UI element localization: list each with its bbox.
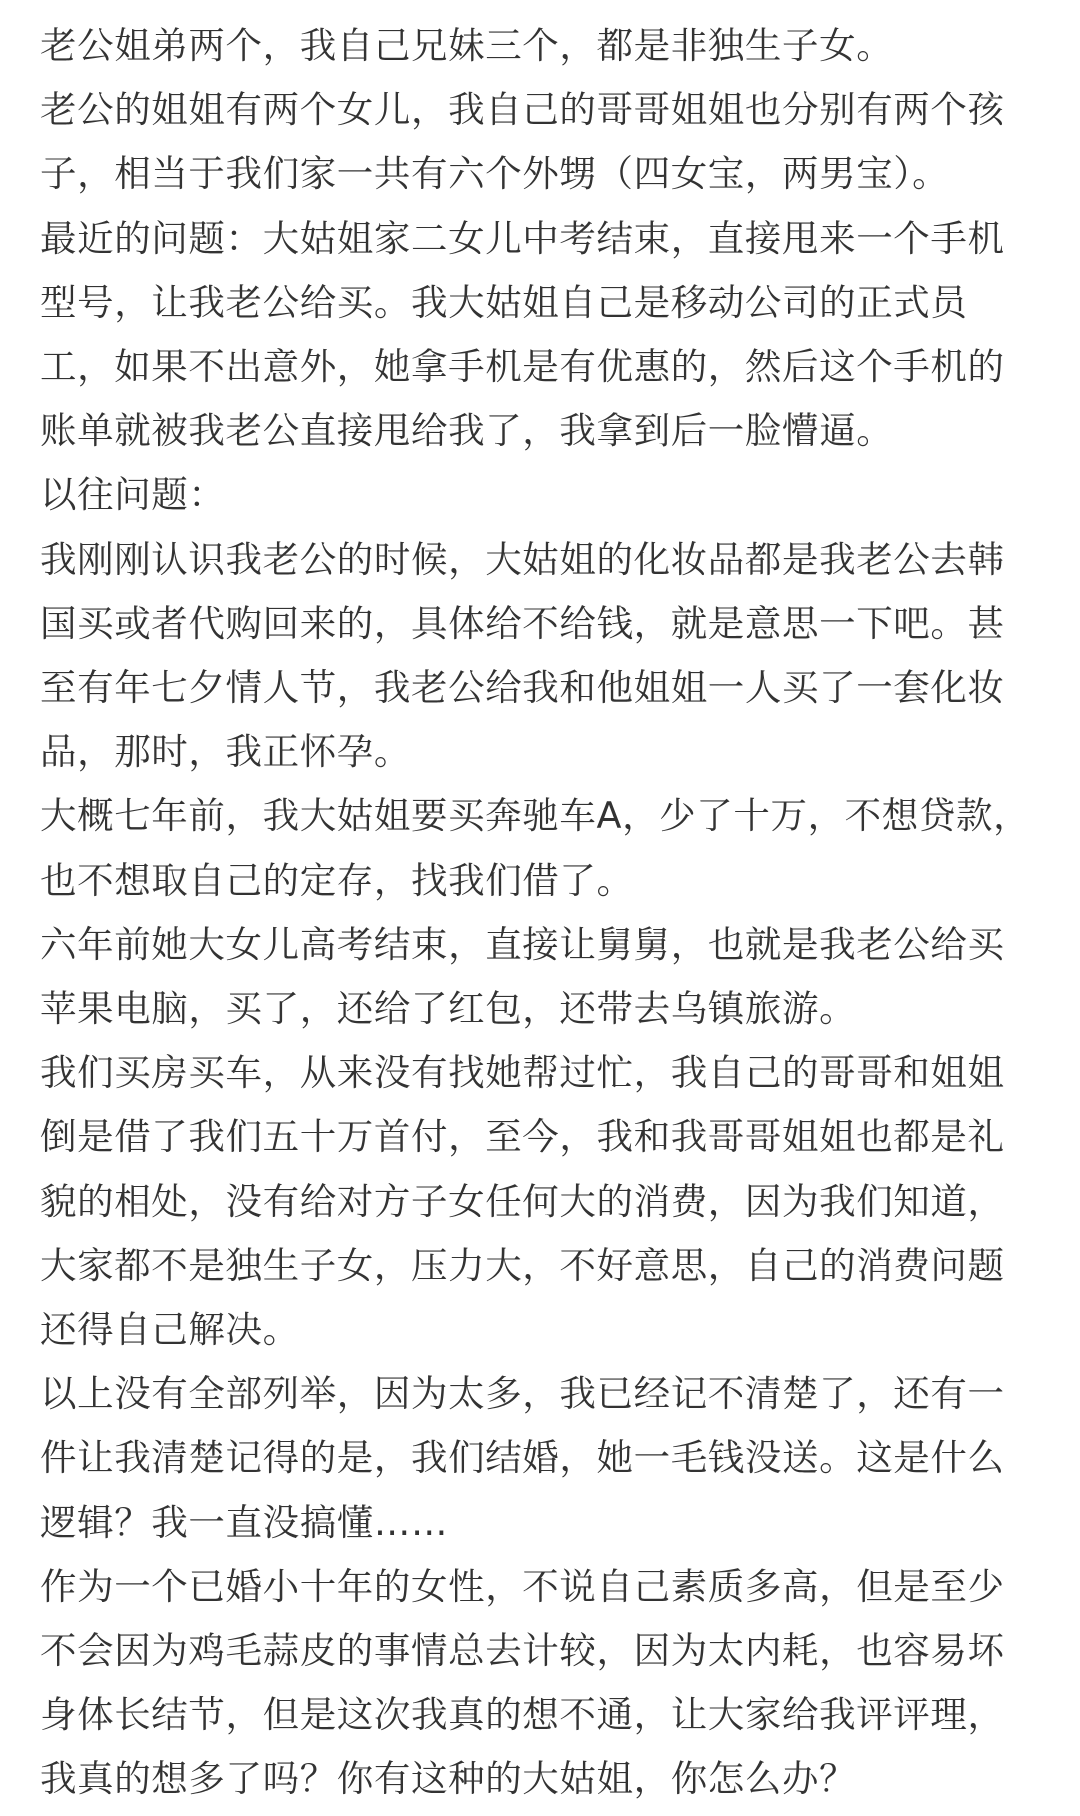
- paragraph-3: 最近的问题：大姑姐家二女儿中考结束，直接甩来一个手机型号，让我老公给买。我大姑姐自己是移动公司的正式员工，如果不出意外，她拿手机是有优惠的，然后这个手机的账单就被我老公直接甩给我了，我拿到后一脸懵逼。: [40, 216, 1005, 453]
- paragraph-10: 作为一个已婚小十年的女性，不说自己素质多高，但是至少不会因为鸡毛蒜皮的事情总去计较，因为太内耗，也容易坏身体长结节，但是这次我真的想不通，让大家给我评评理，我真的想多了吗？你有这种的大姑姐，你怎么办？: [40, 1564, 1005, 1801]
- paragraph-2: 老公的姐姐有两个女儿，我自己的哥哥姐姐也分别有两个孩子，相当于我们家一共有六个外甥（四女宝，两男宝）。: [40, 88, 1005, 196]
- paragraph-7: 六年前她大女儿高考结束，直接让舅舅，也就是我老公给买苹果电脑，买了，还给了红包，还带去乌镇旅游。: [40, 922, 1005, 1031]
- paragraph-5: 我刚刚认识我老公的时候，大姑姐的化妆品都是我老公去韩国买或者代购回来的，具体给不给钱，就是意思一下吧。甚至有年七夕情人节，我老公给我和他姐姐一人买了一套化妆品，那时，我正怀孕。: [40, 537, 1005, 774]
- paragraph-6: 大概七年前，我大姑姐要买奔驰车A，少了十万，不想贷款，也不想取自己的定存，找我们借了。: [40, 794, 1031, 902]
- paragraph-4: 以往问题：: [40, 473, 226, 517]
- paragraph-1: 老公姐弟两个，我自己兄妹三个，都是非独生子女。: [40, 24, 894, 67]
- post-body: [40, 0, 1040, 1812]
- paragraph-9: 以上没有全部列举，因为太多，我已经记不清楚了，还有一件让我清楚记得的是，我们结婚，她一毛钱没送。这是什么逻辑？我一直没搞懂……: [40, 1372, 1005, 1544]
- paragraph-8: 我们买房买车，从来没有找她帮过忙，我自己的哥哥和姐姐倒是借了我们五十万首付，至今，我和我哥哥姐姐也都是礼貌的相处，没有给对方子女任何大的消费，因为我们知道，大家都不是独生子女，压力大，不好意思，自己的消费问题还得自己解决。: [40, 1051, 1005, 1352]
